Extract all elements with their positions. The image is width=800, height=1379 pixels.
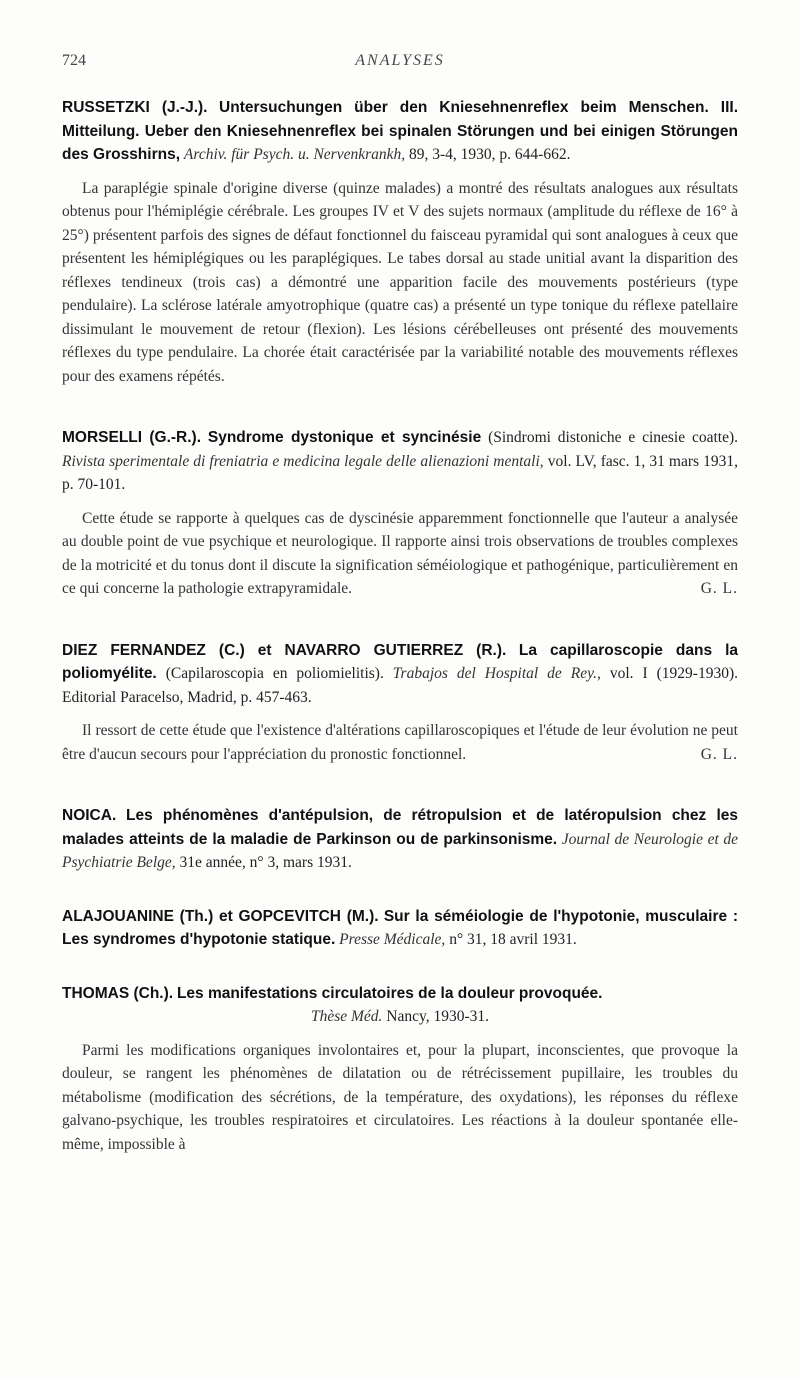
entry-title: Les manifestations circulatoires de la douleur provoquée. bbox=[176, 984, 603, 1002]
entry-original-title: (Capilaroscopia en poliomielitis). bbox=[165, 665, 384, 682]
entry-abstract-text: Il ressort de cette étude que l'existence d'altérations capillaroscopiques et l'étude de leur évolution ne peut être d'aucun secours pour l'appréciation du pronostic fonctionnel. bbox=[62, 722, 738, 763]
entry-journal: Rivista sperimentale di freniatria e medicina legale delle alienazioni mentali, bbox=[62, 452, 544, 470]
entry-heading bbox=[62, 96, 738, 167]
entry-title: La capillaroscopie dans la poliomyélite. bbox=[62, 641, 739, 682]
entry-citation: vol. LV, fasc. 1, 31 mars 1931, p. 70-101. bbox=[62, 452, 738, 493]
entry-heading bbox=[62, 804, 738, 875]
entry-source-line bbox=[62, 1005, 738, 1029]
entry-journal: Presse Médicale, bbox=[339, 931, 446, 948]
entry-abstract bbox=[62, 507, 738, 601]
entry-title: Syndrome dystonique et syncinésie bbox=[207, 429, 482, 446]
entry-noica bbox=[62, 804, 738, 875]
running-title: ANALYSES bbox=[355, 52, 445, 69]
entry-abstract: Parmi les modifications organiques involontaires et, pour la plupart, inconscientes, que provoque la douleur, se rangent les phénomènes de dilatation ou de rétrécissement pupillaire, les troubles du métabolisme (modification des sécrétions, de la température, des oxydations), les réponses du réflexe galvano-psychique, les troubles respiratoires et circulatoires. Les réactions à la douleur spontanée elle-même, impossible à bbox=[62, 1041, 738, 1153]
entry-author: RUSSETZKI (J.-J.). bbox=[62, 99, 208, 116]
entry-abstract-text: Cette étude se rapporte à quelques cas de dyscinésie apparemment fonctionnelle que l'auteur a analysée au double point de vue psychique et neurologique. Il rapporte ainsi trois observations de troubles complexes de la motricité et du tonus dont il discute la signification séméiologique et pathogénique, particulièrement en ce qui concerne la pathologie extrapyramidale. bbox=[62, 509, 738, 597]
entry-journal: Journal de Neurologie et de Psychiatrie Belge, bbox=[62, 830, 738, 871]
entry-abstract: La paraplégie spinale d'origine diverse (quinze malades) a montré des résultats analogues aux résultats obtenus pour l'hémiplégie cérébrale. Les groupes IV et V des sujets normaux (amplitude du réflexe de 16° à 25°) présentent parfois des signes de défaut fonctionnel du faisceau pyramidal qui sont analogues à ceux que présentent les hémiplégiques ou les paraplégiques. Le tabes dorsal au stade unitial avant la disparition des réflexes tendineux (trois cas) a démontré une apparition facile des mouvements postérieurs (type pendulaire). La sclérose latérale amyotrophique (quatre cas) a présenté un type tonique du réflexe patellaire dissimulant le mouvement de retour (flexion). Les lésions cérébelleuses ont présenté des mouvements réflexes du type pendulaire. La chorée était caractérisée par la variabilité notable des mouvements réflexes pour des examens répétés. bbox=[62, 179, 738, 385]
entry-citation: n° 31, 18 avril 1931. bbox=[449, 931, 577, 948]
entry-citation: Nancy, 1930-31. bbox=[386, 1008, 490, 1025]
entry-citation: 89, 3-4, 1930, p. 644-662. bbox=[409, 146, 571, 163]
entry-author: DIEZ FERNANDEZ (C.) et NAVARRO GUTIERREZ (R.). bbox=[62, 641, 507, 659]
entry-signature: G. L. bbox=[700, 580, 738, 597]
running-head bbox=[62, 52, 738, 76]
entry-title: Sur la séméiologie de l'hypotonie, musculaire : Les syndromes d'hypotonie statique. bbox=[62, 907, 738, 948]
entry-heading bbox=[62, 905, 738, 952]
entry-journal: Trabajos del Hospital de Rey., bbox=[392, 665, 601, 682]
entry-journal: Archiv. für Psych. u. Nervenkrankh, bbox=[183, 146, 406, 163]
entry-citation: vol. I (1929-1930). Editorial Paracelso, Madrid, p. 457-463. bbox=[62, 665, 738, 706]
entry-alajouanine bbox=[62, 905, 738, 952]
entry-russetzki bbox=[62, 96, 738, 388]
entry-abstract bbox=[62, 719, 738, 766]
entry-heading bbox=[62, 982, 738, 1029]
entry-signature: G. L. bbox=[700, 745, 738, 763]
entry-morselli bbox=[62, 426, 738, 601]
entry-title: Untersuchungen über den Kniesehnenreflex beim Menschen. III. Mitteilung. Ueber den Kniesehnenreflex bei spinalen Störungen und bei einigen Störungen des Grosshirns, bbox=[62, 99, 738, 163]
entry-citation: 31e année, n° 3, mars 1931. bbox=[179, 854, 352, 871]
entry-original-title: (Sindromi distoniche e cinesie coatte). bbox=[488, 429, 739, 446]
entry-author: ALAJOUANINE (Th.) et GOPCEVITCH (M.). bbox=[62, 907, 379, 925]
entry-thomas bbox=[62, 982, 738, 1157]
entry-journal: Thèse Méd. bbox=[310, 1008, 383, 1025]
entry-heading bbox=[62, 639, 738, 710]
analyses-content bbox=[62, 96, 738, 1194]
entry-diez-fernandez bbox=[62, 639, 738, 767]
entry-author: MORSELLI (G.-R.). bbox=[62, 429, 202, 446]
entry-heading bbox=[62, 426, 738, 497]
entry-author: THOMAS (Ch.). bbox=[62, 984, 174, 1002]
entry-title: Les phénomènes d'antépulsion, de rétropulsion et de latéropulsion chez les malades atteints de la maladie de Parkinson ou de parkinsonisme. bbox=[62, 807, 738, 848]
entry-author: NOICA. bbox=[62, 807, 117, 824]
page-number: 724 bbox=[62, 52, 86, 69]
